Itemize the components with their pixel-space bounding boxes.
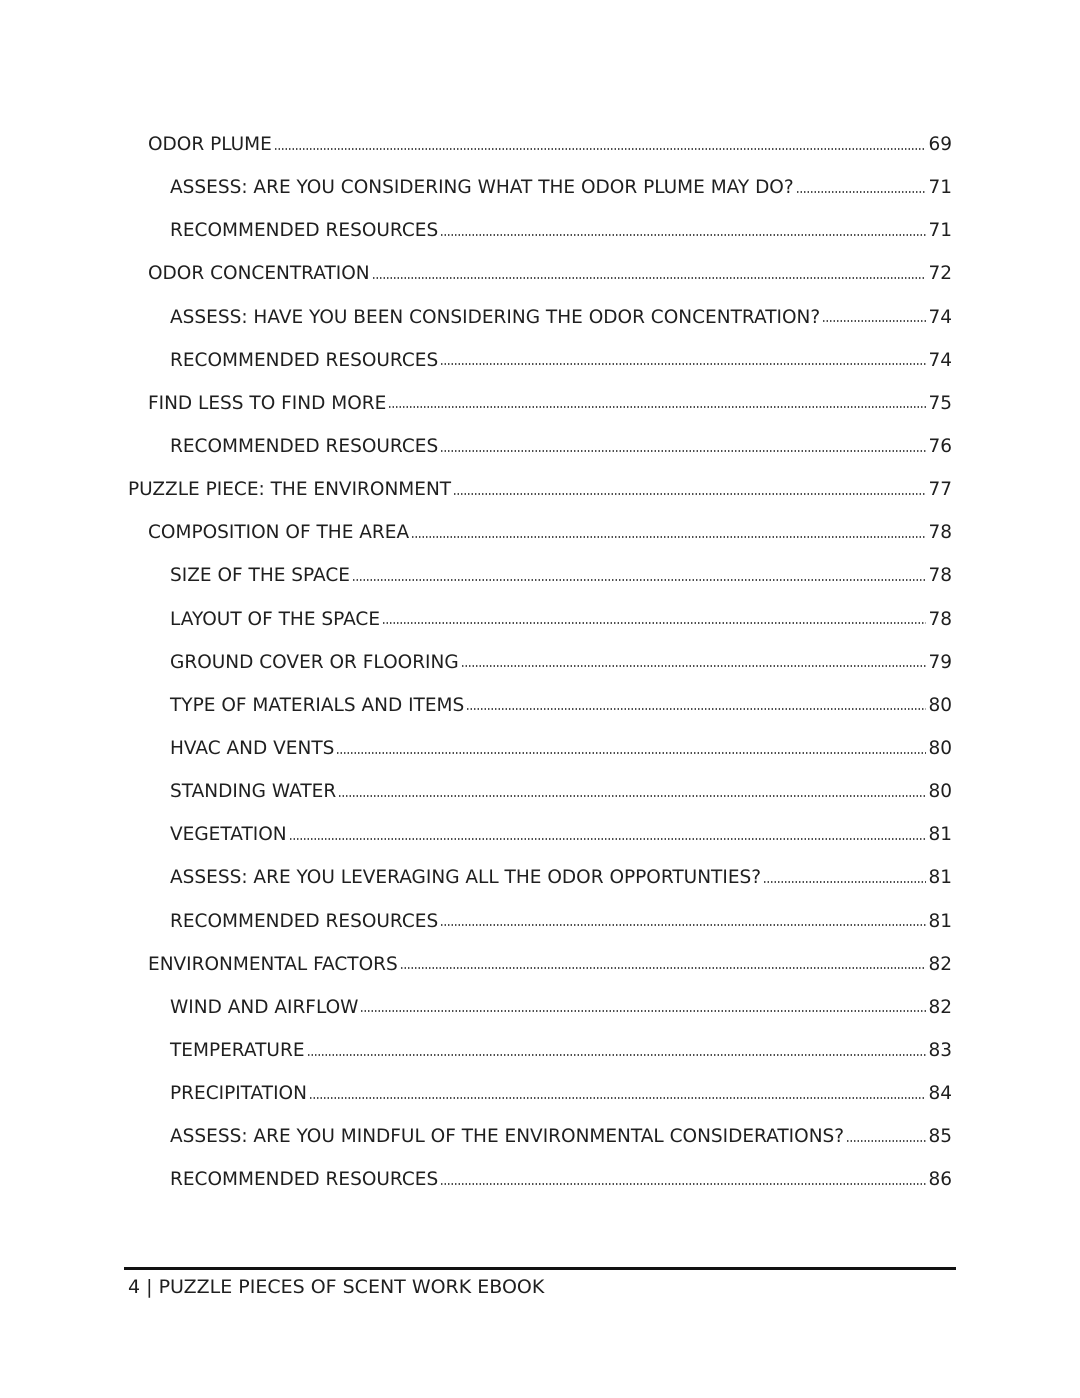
toc-entry-page-number: 77 [928, 479, 952, 501]
toc-entry-page-number: 78 [928, 565, 952, 587]
page-footer: 4 | PUZZLE PIECES OF SCENT WORK EBOOK [128, 1276, 545, 1298]
toc-entry-title: COMPOSITION OF THE AREA [148, 522, 410, 544]
toc-entry-title: ASSESS: ARE YOU MINDFUL OF THE ENVIRONMENTAL CONSIDERATIONS? [170, 1126, 845, 1148]
dot-leader [466, 708, 926, 710]
dot-leader [440, 234, 926, 236]
toc-entry-title: ASSESS: HAVE YOU BEEN CONSIDERING THE ODOR CONCENTRATION? [170, 306, 821, 328]
toc-entry[interactable] [128, 900, 952, 943]
toc-entry-title: RECOMMENDED RESOURCES [170, 1169, 439, 1191]
toc-entry-page-number: 83 [928, 1040, 952, 1062]
toc-entry-page-number: 69 [928, 134, 952, 156]
dot-leader [382, 622, 926, 624]
toc-entry[interactable] [128, 598, 952, 641]
toc-entry[interactable] [128, 166, 952, 209]
dot-leader [440, 450, 926, 452]
toc-entry[interactable] [128, 1029, 952, 1072]
toc-entry-page-number: 71 [928, 177, 952, 199]
toc-entry-page-number: 72 [928, 263, 952, 285]
toc-entry-page-number: 80 [928, 738, 952, 760]
dot-leader [388, 406, 926, 408]
dot-leader [440, 363, 926, 365]
dot-leader [461, 665, 927, 667]
dot-leader [453, 493, 926, 495]
toc-entry[interactable] [128, 554, 952, 597]
dot-leader [796, 191, 927, 193]
dot-leader [846, 1140, 926, 1142]
toc-entry[interactable] [128, 252, 952, 295]
dot-leader [338, 795, 926, 797]
toc-entry[interactable] [128, 641, 952, 684]
toc-entry-page-number: 74 [928, 306, 952, 328]
dot-leader [289, 838, 927, 840]
toc-entry-title: RECOMMENDED RESOURCES [170, 910, 439, 932]
toc-entry[interactable] [128, 123, 952, 166]
toc-entry-title: ODOR CONCENTRATION [148, 263, 370, 285]
toc-entry[interactable] [128, 209, 952, 252]
toc-entry-title: ODOR PLUME [148, 134, 272, 156]
toc-entry-page-number: 71 [928, 220, 952, 242]
toc-entry-page-number: 84 [928, 1083, 952, 1105]
toc-entry[interactable] [128, 1115, 952, 1158]
toc-entry-title: STANDING WATER [170, 781, 337, 803]
toc-entry-title: SIZE OF THE SPACE [170, 565, 350, 587]
toc-entry-page-number: 74 [928, 349, 952, 371]
dot-leader [372, 277, 927, 279]
toc-entry-page-number: 80 [928, 781, 952, 803]
toc-entry-page-number: 81 [928, 867, 952, 889]
toc-entry-title: TYPE OF MATERIALS AND ITEMS [170, 694, 465, 716]
toc-entry[interactable] [128, 1072, 952, 1115]
toc-entry-title: TEMPERATURE [170, 1040, 305, 1062]
toc-entry-title: PUZZLE PIECE: THE ENVIRONMENT [128, 479, 452, 501]
toc-entry-title: ASSESS: ARE YOU CONSIDERING WHAT THE ODOR PLUME MAY DO? [170, 177, 794, 199]
toc-entry[interactable] [128, 425, 952, 468]
footer-divider [124, 1267, 956, 1270]
toc-entry-page-number: 78 [928, 608, 952, 630]
toc-entry-title: RECOMMENDED RESOURCES [170, 220, 439, 242]
toc-entry-title: GROUND COVER OR FLOORING [170, 651, 459, 673]
toc-entry[interactable] [128, 382, 952, 425]
dot-leader [440, 924, 926, 926]
dot-leader [309, 1097, 927, 1099]
toc-entry-page-number: 75 [928, 392, 952, 414]
toc-entry[interactable] [128, 468, 952, 511]
toc-entry-title: PRECIPITATION [170, 1083, 307, 1105]
toc-entry-page-number: 81 [928, 824, 952, 846]
toc-entry-page-number: 86 [928, 1169, 952, 1191]
toc-entry-title: WIND AND AIRFLOW [170, 996, 359, 1018]
toc-entry-title: ENVIRONMENTAL FACTORS [148, 953, 398, 975]
toc-entry[interactable] [128, 727, 952, 770]
dot-leader [360, 1010, 926, 1012]
dot-leader [307, 1054, 927, 1056]
toc-entry-title: RECOMMENDED RESOURCES [170, 436, 439, 458]
toc-entry[interactable] [128, 813, 952, 856]
dot-leader [822, 320, 926, 322]
toc-entry-page-number: 85 [928, 1126, 952, 1148]
toc-entry-title: HVAC AND VENTS [170, 738, 335, 760]
toc-entry[interactable] [128, 770, 952, 813]
toc-entry-page-number: 76 [928, 436, 952, 458]
toc-entry-page-number: 80 [928, 694, 952, 716]
toc-entry-title: FIND LESS TO FIND MORE [148, 392, 387, 414]
toc-entry[interactable] [128, 684, 952, 727]
toc-entry-page-number: 78 [928, 522, 952, 544]
table-of-contents [128, 123, 952, 1202]
toc-entry-title: LAYOUT OF THE SPACE [170, 608, 381, 630]
dot-leader [274, 148, 927, 150]
toc-entry-title: ASSESS: ARE YOU LEVERAGING ALL THE ODOR OPPORTUNTIES? [170, 867, 762, 889]
toc-entry[interactable] [128, 1158, 952, 1201]
dot-leader [336, 752, 926, 754]
dot-leader [400, 967, 927, 969]
toc-entry[interactable] [128, 856, 952, 899]
toc-entry-page-number: 81 [928, 910, 952, 932]
toc-entry[interactable] [128, 296, 952, 339]
toc-entry-page-number: 79 [928, 651, 952, 673]
toc-entry[interactable] [128, 339, 952, 382]
dot-leader [440, 1183, 926, 1185]
toc-entry[interactable] [128, 986, 952, 1029]
toc-entry-title: VEGETATION [170, 824, 287, 846]
toc-entry-page-number: 82 [928, 996, 952, 1018]
dot-leader [352, 579, 926, 581]
toc-entry-page-number: 82 [928, 953, 952, 975]
toc-entry[interactable] [128, 511, 952, 554]
dot-leader [763, 881, 926, 883]
toc-entry[interactable] [128, 943, 952, 986]
toc-entry-title: RECOMMENDED RESOURCES [170, 349, 439, 371]
dot-leader [411, 536, 926, 538]
